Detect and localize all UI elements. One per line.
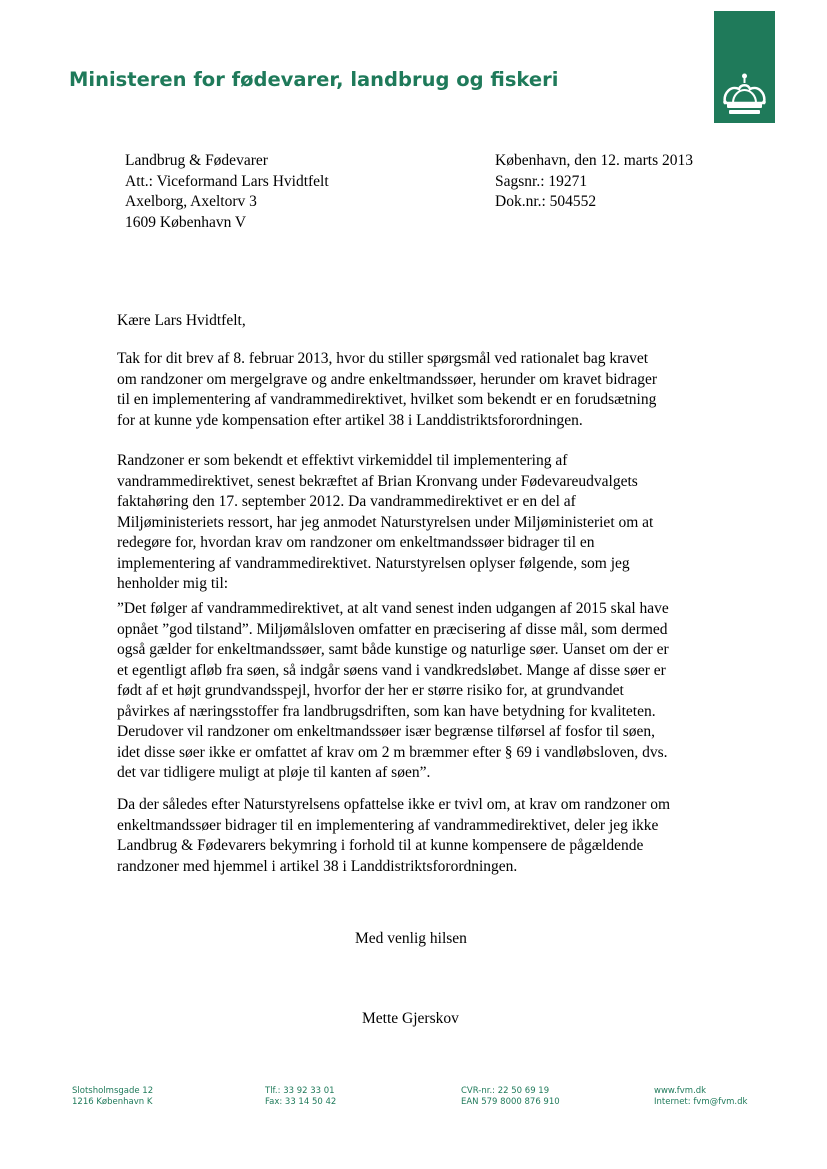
text-line: faktahøring den 17. september 2012. Da vandrammedirektivet er en del af <box>117 493 576 510</box>
text-line: født af et højt grundvandsspejl, hvorfor der her er større risiko for, at grundvandet <box>117 682 624 699</box>
text-line: ”Det følger af vandrammedirektivet, at alt vand senest inden udgangen af 2015 skal have <box>117 600 669 617</box>
text-line: også gælder for enkeltmandssøer, samt både kunstige og naturlige søer. Uanset om der er <box>117 641 669 658</box>
crest-logo <box>714 11 775 123</box>
recipient-line: Landbrug & Fødevarer <box>125 152 268 169</box>
letter-meta <box>495 151 693 213</box>
text-line: henholder mig til: <box>117 575 229 592</box>
footer-line: EAN 579 8000 876 910 <box>461 1097 560 1107</box>
footer-line: CVR-nr.: 22 50 69 19 <box>461 1086 550 1096</box>
recipient-line: Axelborg, Axeltorv 3 <box>125 193 257 210</box>
recipient-address <box>125 151 329 233</box>
text-line: det var tidligere muligt at pløje til kanten af søen”. <box>117 764 431 781</box>
paragraph-4 <box>117 795 670 877</box>
text-line: Da der således efter Naturstyrelsens opfattelse ikke er tvivl om, at krav om randzoner om <box>117 796 671 813</box>
text-line: et egentligt afløb fra søen, så indgår søens vand i vandkredsløbet. Mange af disse søer er <box>117 661 666 679</box>
text-line: om randzoner om mergelgrave og andre enkeltmandssøer, herunder om kravet bidrager <box>117 370 658 388</box>
text-line: Derudover vil randzoner om enkeltmandssøer især begrænse tilførsel af fosfor til søen, <box>117 723 656 740</box>
footer-email-link[interactable]: Internet: fvm@fvm.dk <box>654 1097 748 1107</box>
text-line: idet disse søer ikke er omfattet af krav om 2 m bræmmer efter § 69 i vandløbsloven, dvs. <box>117 743 668 761</box>
recipient-line: 1609 København V <box>125 213 247 231</box>
text-line: vandrammedirektivet, senest bekræftet af Brian Kronvang under Fødevareudvalgets <box>117 472 638 490</box>
meta-doc-number: Dok.nr.: 504552 <box>495 193 597 210</box>
closing: Med venlig hilsen <box>355 930 467 947</box>
footer-address <box>72 1086 153 1108</box>
footer-registration <box>461 1086 560 1108</box>
text-line: påvirkes af næringsstoffer fra landbrugsdriften, som kan have betydning for kvaliteten. <box>117 702 656 720</box>
salutation: Kære Lars Hvidtfelt, <box>117 312 246 329</box>
text-line: implementering af vandrammedirektivet. Naturstyrelsen oplyser følgende, som jeg <box>117 554 630 572</box>
meta-date: København, den 12. marts 2013 <box>495 152 694 169</box>
recipient-line: Att.: Viceformand Lars Hvidtfelt <box>125 172 329 190</box>
footer-line: Tlf.: 33 92 33 01 <box>265 1086 335 1096</box>
footer-line: 1216 København K <box>72 1097 153 1107</box>
text-line: Randzoner er som bekendt et effektivt virkemiddel til implementering af <box>117 452 568 469</box>
footer-line: Slotsholmsgade 12 <box>72 1086 154 1096</box>
footer-phone <box>265 1086 336 1108</box>
footer-website-link[interactable]: www.fvm.dk <box>654 1086 707 1096</box>
text-line: enkeltmandssøer bidrager til en implementering af vandrammedirektivet, deler jeg ikke <box>117 816 659 834</box>
text-line: Landbrug & Fødevarers bekymring i forhold til at kunne kompensere de pågældende <box>117 837 644 854</box>
ministry-title: Ministeren for fødevarer, landbrug og fiskeri <box>69 68 559 91</box>
text-line: opnået ”god tilstand”. Miljømålsloven omfatter en præcisering af disse mål, som dermed <box>117 620 668 638</box>
text-line: for at kunne yde kompensation efter artikel 38 i Landdistriktsforordningen. <box>117 411 583 429</box>
text-line: Miljøministeriets ressort, har jeg anmodet Naturstyrelsen under Miljøministeriet om at <box>117 513 654 531</box>
text-line: randzoner med hjemmel i artikel 38 i Landdistriktsforordningen. <box>117 857 518 875</box>
text-line: til en implementering af vandrammedirektivet, hvilket som bekendt er en forudsætning <box>117 391 657 408</box>
paragraph-1 <box>117 349 657 431</box>
text-line: redegøre for, hvordan krav om randzoner om enkeltmandssøer bidrager til en <box>117 534 595 551</box>
meta-case-number: Sagsnr.: 19271 <box>495 172 588 190</box>
crown-icon <box>719 73 770 119</box>
paragraph-2 <box>117 451 653 595</box>
signature-name: Mette Gjerskov <box>362 1010 459 1027</box>
footer-line: Fax: 33 14 50 42 <box>265 1097 337 1107</box>
footer-web <box>654 1086 747 1108</box>
quoted-paragraph <box>117 599 669 784</box>
text-line: Tak for dit brev af 8. februar 2013, hvor du stiller spørgsmål ved rationalet bag kravet <box>117 350 649 367</box>
